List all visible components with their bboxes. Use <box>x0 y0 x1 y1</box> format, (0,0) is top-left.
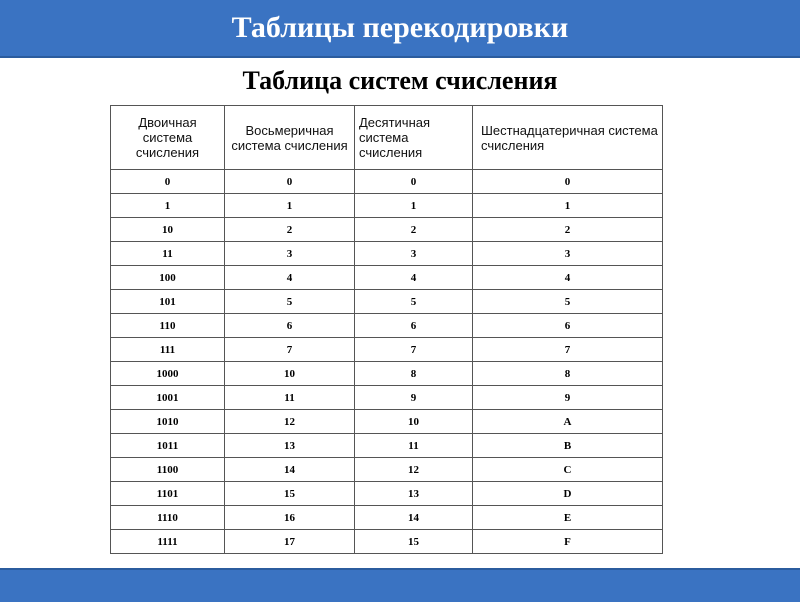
number-systems-table <box>110 105 663 554</box>
table-row <box>111 290 663 314</box>
decimal-cell: 6 <box>355 314 473 338</box>
binary-cell: 110 <box>111 314 225 338</box>
octal-cell: 17 <box>225 530 355 554</box>
slide-title: Таблицы перекодировки <box>231 11 569 44</box>
hex-cell: 8 <box>473 362 663 386</box>
slide-title-bar <box>0 0 800 58</box>
hex-cell: E <box>473 506 663 530</box>
octal-cell: 16 <box>225 506 355 530</box>
binary-cell: 11 <box>111 242 225 266</box>
octal-cell: 14 <box>225 458 355 482</box>
octal-cell: 6 <box>225 314 355 338</box>
decimal-cell: 3 <box>355 242 473 266</box>
decimal-cell: 4 <box>355 266 473 290</box>
binary-cell: 1010 <box>111 410 225 434</box>
binary-cell: 1 <box>111 194 225 218</box>
decimal-cell: 1 <box>355 194 473 218</box>
hex-cell: D <box>473 482 663 506</box>
header-hexadecimal: Шестнадцатеричная система счисления <box>473 106 663 170</box>
slide-subtitle: Таблица систем счисления <box>242 66 558 95</box>
decimal-cell: 7 <box>355 338 473 362</box>
decimal-cell: 10 <box>355 410 473 434</box>
hex-cell: 2 <box>473 218 663 242</box>
table-row <box>111 242 663 266</box>
table-row <box>111 170 663 194</box>
binary-cell: 1111 <box>111 530 225 554</box>
binary-cell: 1100 <box>111 458 225 482</box>
octal-cell: 11 <box>225 386 355 410</box>
table-row <box>111 530 663 554</box>
hex-cell: 1 <box>473 194 663 218</box>
decimal-cell: 0 <box>355 170 473 194</box>
hex-cell: 5 <box>473 290 663 314</box>
decimal-cell: 15 <box>355 530 473 554</box>
decimal-cell: 2 <box>355 218 473 242</box>
hex-cell: F <box>473 530 663 554</box>
binary-cell: 0 <box>111 170 225 194</box>
table-row <box>111 482 663 506</box>
binary-cell: 1011 <box>111 434 225 458</box>
octal-cell: 5 <box>225 290 355 314</box>
binary-cell: 1101 <box>111 482 225 506</box>
table-row <box>111 386 663 410</box>
binary-cell: 101 <box>111 290 225 314</box>
table-row <box>111 314 663 338</box>
binary-cell: 100 <box>111 266 225 290</box>
decimal-cell: 5 <box>355 290 473 314</box>
header-binary: Двоичная система счисления <box>111 106 225 170</box>
octal-cell: 3 <box>225 242 355 266</box>
octal-cell: 13 <box>225 434 355 458</box>
hex-cell: 0 <box>473 170 663 194</box>
octal-cell: 1 <box>225 194 355 218</box>
decimal-cell: 8 <box>355 362 473 386</box>
binary-cell: 1000 <box>111 362 225 386</box>
octal-cell: 4 <box>225 266 355 290</box>
table-row <box>111 434 663 458</box>
table-row <box>111 338 663 362</box>
decimal-cell: 9 <box>355 386 473 410</box>
octal-cell: 0 <box>225 170 355 194</box>
hex-cell: 6 <box>473 314 663 338</box>
table-row <box>111 218 663 242</box>
binary-cell: 111 <box>111 338 225 362</box>
table-row <box>111 410 663 434</box>
table-row <box>111 194 663 218</box>
hex-cell: C <box>473 458 663 482</box>
table-header-row <box>111 106 663 170</box>
hex-cell: 3 <box>473 242 663 266</box>
decimal-cell: 13 <box>355 482 473 506</box>
binary-cell: 1001 <box>111 386 225 410</box>
hex-cell: 9 <box>473 386 663 410</box>
decimal-cell: 12 <box>355 458 473 482</box>
hex-cell: 7 <box>473 338 663 362</box>
octal-cell: 2 <box>225 218 355 242</box>
octal-cell: 15 <box>225 482 355 506</box>
hex-cell: A <box>473 410 663 434</box>
hex-cell: 4 <box>473 266 663 290</box>
binary-cell: 10 <box>111 218 225 242</box>
header-decimal: Десятичная система счисления <box>355 106 473 170</box>
table-row <box>111 266 663 290</box>
decimal-cell: 14 <box>355 506 473 530</box>
table-row <box>111 506 663 530</box>
octal-cell: 7 <box>225 338 355 362</box>
octal-cell: 10 <box>225 362 355 386</box>
hex-cell: B <box>473 434 663 458</box>
binary-cell: 1110 <box>111 506 225 530</box>
slide-footer-bar <box>0 568 800 602</box>
octal-cell: 12 <box>225 410 355 434</box>
header-octal: Восьмеричная система счисления <box>225 106 355 170</box>
table-row <box>111 362 663 386</box>
table-row <box>111 458 663 482</box>
decimal-cell: 11 <box>355 434 473 458</box>
